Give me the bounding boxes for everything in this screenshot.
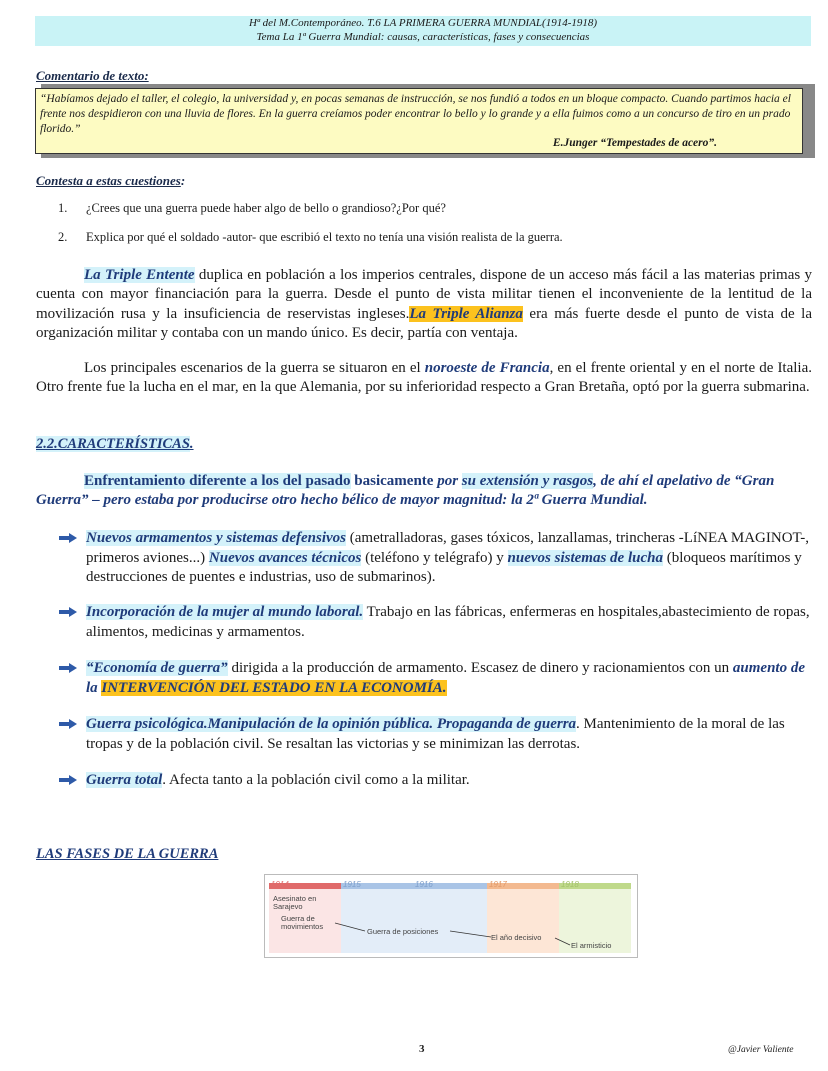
triple-entente-term: La Triple Entente	[84, 267, 195, 283]
bullet-item	[58, 715, 812, 754]
questions-label: Contesta a estas cuestiones	[36, 173, 181, 188]
bullet-text: (bloqueos marítimos y destrucciones de puentes e industrias, uso de submarinos).	[86, 549, 802, 585]
bullet-highlight: Guerra psicológica.Manipulación de la opinión pública. Propaganda de guerra	[86, 716, 577, 732]
quote-text: “Habíamos dejado el taller, el colegio, la universidad y, en pocas semanas de instrucción, se nos fundió a todos en un bloque compacto. Cuando partimos hacia el frente nos despidieron con una lluvia de flores. En la guerra creíamos poder encontrar lo bello y lo grande y a ella fuimos como a un concurso de tiro en un prado florido.”	[40, 93, 791, 135]
triple-alianza-term: La Triple Alianza	[409, 305, 523, 322]
bullet-item	[58, 659, 812, 698]
phase-label-movimientos: Guerra de movimientos	[281, 914, 324, 931]
bullet-highlight: nuevos sistemas de lucha	[507, 549, 663, 566]
fases-heading: LAS FASES DE LA GUERRA	[36, 846, 219, 862]
paragraph-alliances	[36, 266, 812, 343]
header-topic-title: Tema La 1ª Guerra Mundial: causas, características, fases y consecuencias	[256, 31, 590, 43]
intro-text: , de ahí el apelativo de “Gran Guerra” – pero estaba por producirse otro hecho bélico de mayor magnitud: la 2ª Guerra Mundial.	[36, 473, 775, 509]
caracteristicas-heading-text: 2.2.CARACTERÍSTICAS	[36, 436, 190, 452]
question-number: 2.	[58, 230, 68, 244]
question-text: ¿Crees que una guerra puede haber algo de bello o grandioso?¿Por qué?	[86, 201, 446, 215]
paragraph-text: Los principales escenarios de la guerra se situaron en el	[84, 360, 425, 376]
heading-dot: .	[189, 436, 194, 452]
intro-text: basicamente	[350, 473, 438, 489]
bullet-text: (teléfono y telégrafo) y	[361, 549, 508, 566]
year-label: 1914	[271, 880, 289, 889]
bullet-text: dirigida a la producción de armamento. Escasez de dinero y racionamientos con un	[227, 660, 733, 676]
bullet-highlight: Incorporación de la mujer al mundo laboral.	[86, 604, 364, 620]
phase-label-posiciones: Guerra de posiciones	[367, 927, 439, 936]
bullet-text: . Mantenimiento de la moral de las tropas y de la población civil. Se resaltan las victorias y se minimizan las derrotas.	[86, 716, 785, 752]
bullet-text: (ametralladoras, gases tóxicos, lanzallamas, trincheras -LíNEA MAGINOT-, primeros aviones...)	[86, 530, 810, 566]
questions-label-colon: :	[180, 173, 186, 188]
bullet-bold: aumento de la	[86, 660, 806, 696]
document-header	[35, 16, 811, 46]
bullet-item	[58, 603, 812, 642]
bullet-item	[58, 529, 812, 588]
question-item	[58, 201, 798, 216]
paragraph-text: duplica en población a los imperios centrales, dispone de un acceso más fácil a las materias primas y cuenta con mayor financiación para la guerra. Desde el punto de vista militar tienen el inconveniente de la lentitud de la movilización rusa y la insuficiencia de reservistas ingleses.	[36, 267, 812, 322]
paragraph-scenarios	[36, 359, 812, 398]
intro-highlight: su extensión y rasgos	[461, 473, 594, 489]
arrow-bullet-icon	[58, 774, 78, 786]
arrow-bullet-icon	[58, 662, 78, 674]
page-number: 3	[419, 1043, 425, 1055]
bullet-highlight: Nuevos armamentos y sistemas defensivos	[86, 530, 346, 546]
quote-box	[35, 88, 803, 154]
question-text: Explica por qué el soldado -autor- que escribió el texto no tenía una visión realista de la guerra.	[86, 230, 563, 244]
paragraph-text: era más fuerte desde el punto de vista de la organización militar y contaba con un mando único. Es decir, partía con ventaja.	[36, 305, 813, 341]
paragraph-text: , en el frente oriental y en el norte de Italia. Otro frente fue la lucha en el mar, en la que Alemania, por su inferioridad respecto a Gran Bretaña, optó por la guerra submarina.	[36, 360, 813, 396]
bullet-text: Trabajo en las fábricas, enfermeras en hospitales,abastecimiento de ropas, alimentos, medicinas y armamentos.	[86, 604, 810, 640]
bullet-highlight: Nuevos avances técnicos	[208, 549, 362, 566]
bullet-highlight: “Economía de guerra”	[86, 660, 228, 676]
bullet-item	[58, 771, 812, 791]
year-label: 1915	[343, 880, 361, 889]
arrow-bullet-icon	[58, 606, 78, 618]
arrow-bullet-icon	[58, 532, 78, 544]
caracteristicas-intro	[36, 472, 812, 511]
phases-timeline	[264, 874, 638, 958]
bullet-text: . Afecta tanto a la población civil como a la militar.	[162, 772, 470, 788]
footer-author: @Javier Valiente	[728, 1045, 794, 1055]
intro-text: por	[437, 473, 462, 489]
noroeste-term: noroeste de Francia	[424, 360, 550, 376]
caracteristicas-heading	[36, 436, 194, 453]
questions-label-wrap	[36, 173, 185, 189]
bullet-highlight: Guerra total	[86, 772, 163, 788]
bullet-highlight-yellow: INTERVENCIÓN DEL ESTADO EN LA ECONOMÍA.	[101, 679, 447, 696]
question-number: 1.	[58, 201, 68, 215]
arrow-bullet-icon	[58, 718, 78, 730]
intro-highlight: Enfrentamiento diferente a los del pasado	[84, 473, 351, 489]
header-course-title: Hª del M.Contemporáneo. T.6 LA PRIMERA GUERRA MUNDIAL(1914-1918)	[248, 17, 598, 29]
year-label: 1917	[489, 880, 507, 889]
phase-label-sarajevo: Asesinato en Sarajevo	[273, 894, 317, 911]
comment-label: Comentario de texto:	[36, 68, 149, 83]
phase-label-decisivo: El año decisivo	[491, 933, 542, 942]
question-item	[58, 230, 798, 245]
quote-author: E.Junger “Tempestades de acero”.	[552, 137, 717, 149]
year-label: 1918	[561, 880, 579, 889]
year-label: 1916	[415, 880, 433, 889]
phase-label-armisticio: El armisticio	[571, 941, 612, 950]
